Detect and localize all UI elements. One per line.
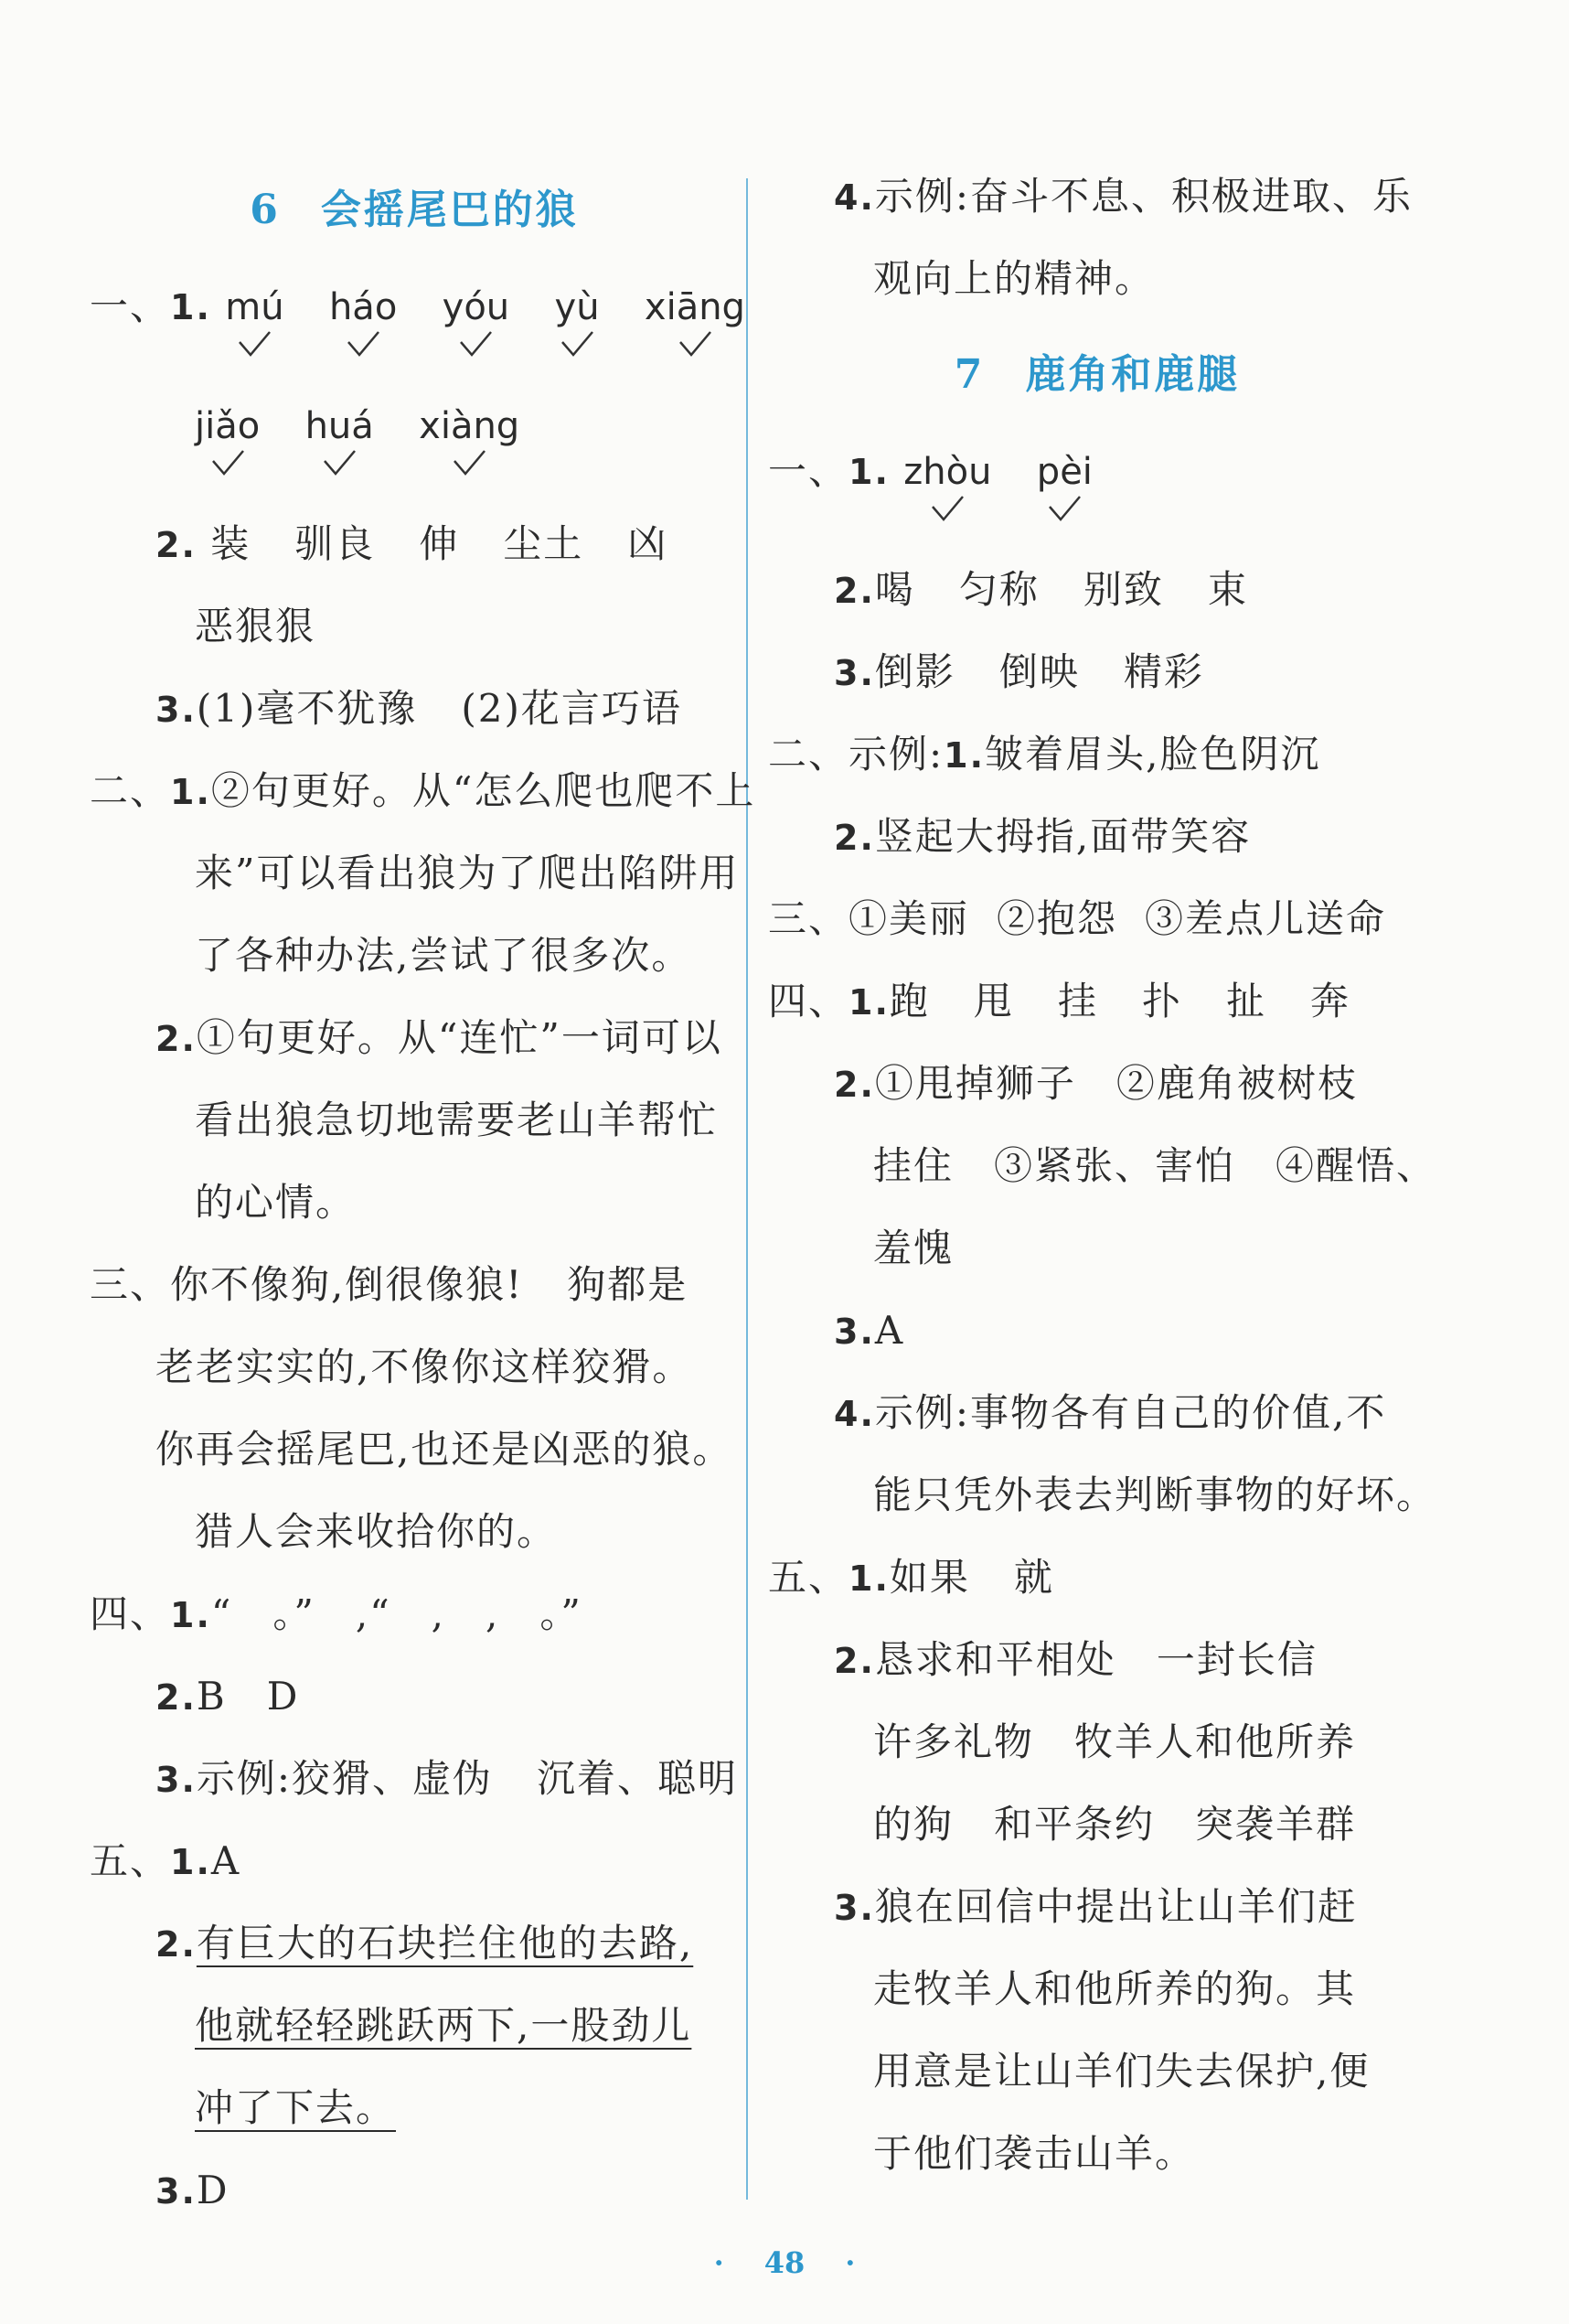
s3-line2: 老老实实的,不像你这样狡猾。 xyxy=(155,1344,693,1389)
check-icon xyxy=(451,448,487,477)
s4-q2-line3: 羞愧 xyxy=(873,1226,955,1270)
s2-q1: 二、1.②句更好。从“怎么爬也爬不上 xyxy=(90,768,756,813)
s2-q2: 2.①句更好。从“连忙”一词可以 xyxy=(155,1015,722,1060)
s1-q1-pinyin-row1: 一、1. mú háo yóu yù xiāng xyxy=(90,265,739,384)
s1-q1-pinyin-row2 xyxy=(90,384,739,503)
pinyin-item: yóu xyxy=(443,280,510,335)
s5-q3: 3.D xyxy=(155,2168,229,2212)
right-column xyxy=(768,155,1437,2195)
lesson-7-title: 7 鹿角和鹿腿 xyxy=(954,351,1241,398)
s2-q1-line2: 来”可以看出狼为了爬出陷阱用 xyxy=(195,851,740,895)
pinyin-item: zhòu xyxy=(903,444,991,499)
pinyin-item: xiāng xyxy=(645,280,745,335)
s2-q1: 二、示例:1.皱着眉头,脸色阴沉 xyxy=(768,732,1321,776)
prev-q4-line2: 观向上的精神。 xyxy=(873,256,1156,301)
s2-q2: 2.竖起大拇指,面带笑容 xyxy=(834,814,1252,859)
pinyin-item: pèi xyxy=(1037,444,1093,499)
prev-q4: 4.示例:奋斗不息、积极进取、乐 xyxy=(834,174,1414,219)
s5-q2-line2: 许多礼物 牧羊人和他所养 xyxy=(873,1719,1357,1764)
s1-q3: 3.倒影 倒映 精彩 xyxy=(834,649,1204,694)
s1-q2: 2.喝 匀称 别致 束 xyxy=(834,567,1248,612)
s4-q4: 4.示例:事物各有自己的价值,不 xyxy=(834,1390,1387,1435)
s4-q1: 四、1.“ 。” ,“ , , 。” xyxy=(90,1591,582,1636)
s5-q1: 五、1.如果 就 xyxy=(768,1555,1054,1600)
s5-q1: 五、1.A xyxy=(90,1838,241,1883)
s5-q2: 2.有巨大的石块拦住他的去路, xyxy=(155,1921,694,1965)
s1-q2: 2. 装 驯良 伸 尘土 凶 xyxy=(155,521,668,566)
s3-line3: 你再会摇尾巴,也还是凶恶的狼。 xyxy=(155,1427,733,1472)
s3: 三、①美丽 ②抱怨 ③差点儿送命 xyxy=(768,896,1387,941)
check-icon xyxy=(345,329,381,359)
pinyin-item: yù xyxy=(555,280,600,335)
pinyin-item: huá xyxy=(305,399,374,454)
s5-q3-line4: 于他们袭击山羊。 xyxy=(873,2131,1196,2176)
s5-q3: 3.狼在回信中提出让山羊们赶 xyxy=(834,1884,1358,1929)
s4-q2: 2.①甩掉狮子 ②鹿角被树枝 xyxy=(834,1061,1358,1106)
s1-q1-pinyin: 一、1. zhòu pèi xyxy=(768,430,1426,549)
s2-q1-line3: 了各种办法,尝试了很多次。 xyxy=(195,933,692,978)
check-icon xyxy=(236,329,272,359)
s5-q3-line2: 走牧羊人和他所养的狗。其 xyxy=(873,1966,1357,2011)
check-icon xyxy=(929,494,966,523)
pinyin-item: mú xyxy=(225,280,283,335)
check-icon xyxy=(677,329,713,359)
s4-q2: 2.B D xyxy=(155,1674,300,1719)
s5-q2-line2: 他就轻轻跳跃两下,一股劲儿 xyxy=(195,2003,692,2048)
lesson-6-title: 6 会摇尾巴的狼 xyxy=(250,187,579,233)
page-number: 48 xyxy=(763,2245,806,2280)
s5-q2: 2.恳求和平相处 一封长信 xyxy=(834,1637,1318,1682)
s2-q2-line2: 看出狼急切地需要老山羊帮忙 xyxy=(195,1098,719,1142)
s4-q2-line2: 挂住 ③紧张、害怕 ④醒悟、 xyxy=(873,1143,1437,1188)
s3-line1: 三、你不像狗,倒很像狼! 狗都是 xyxy=(90,1262,688,1307)
check-icon xyxy=(559,329,595,359)
pinyin-item: háo xyxy=(329,280,397,335)
check-icon xyxy=(209,448,246,477)
column-divider xyxy=(746,178,748,2200)
pinyin-item: xiàng xyxy=(419,399,519,454)
check-icon xyxy=(1046,494,1083,523)
s1-q2-cont: 恶狠狠 xyxy=(195,604,316,648)
left-column xyxy=(90,155,756,2232)
s4-q4-line2: 能只凭外表去判断事物的好坏。 xyxy=(873,1473,1437,1517)
s5-q2-line3: 的狗 和平条约 突袭羊群 xyxy=(873,1802,1357,1847)
s4-q3: 3.示例:狡猾、虚伪 沉着、聪明 xyxy=(155,1756,739,1801)
s5-q3-line3: 用意是让山羊们失去保护,便 xyxy=(873,2049,1371,2094)
s4-q3: 3.A xyxy=(834,1308,905,1353)
check-icon xyxy=(321,448,358,477)
s5-q2-line3: 冲了下去。 xyxy=(195,2085,397,2130)
check-icon xyxy=(457,329,494,359)
s3-line4: 猎人会来收拾你的。 xyxy=(195,1509,558,1554)
page-number-footer: · 48 · xyxy=(713,2245,856,2280)
pinyin-item: jiǎo xyxy=(195,399,260,454)
s1-q3: 3.(1)毫不犹豫 (2)花言巧语 xyxy=(155,686,682,731)
s2-q2-line3: 的心情。 xyxy=(195,1180,357,1225)
s4-q1: 四、1.跑 甩 挂 扑 扯 奔 xyxy=(768,979,1350,1023)
